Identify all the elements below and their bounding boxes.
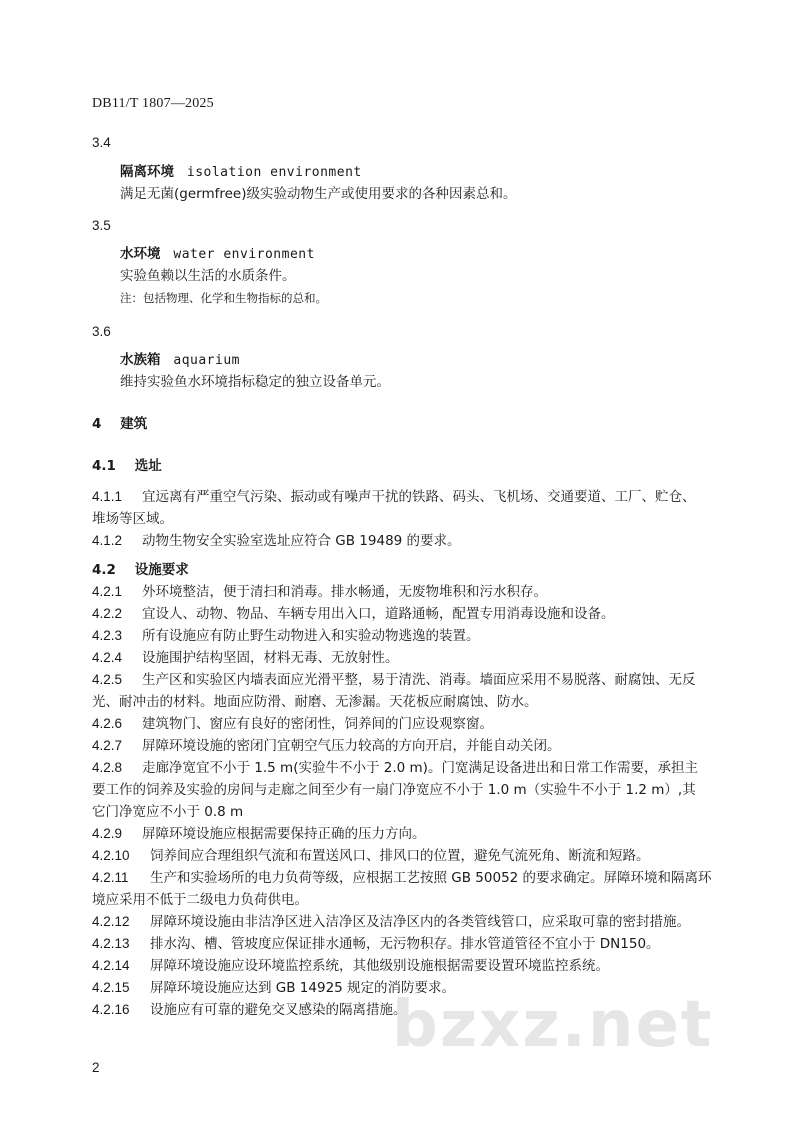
clause-number: 4.2.3 — [92, 628, 123, 643]
term-heading — [120, 350, 240, 371]
clause-number: 4.2.7 — [92, 738, 123, 753]
term-number: 3.4 — [92, 135, 111, 150]
subsection-title: 选址 — [134, 458, 162, 474]
term-definition: 满足无菌(germfree)级实验动物生产或使用要求的各种因素总和。 — [120, 186, 517, 202]
clause — [92, 933, 660, 955]
page-number: 2 — [92, 1060, 100, 1075]
section-title: 建筑 — [120, 416, 148, 432]
clause-number: 4.2.8 — [92, 760, 123, 775]
clause-continuation: 它门净宽应不小于 0.8 m — [92, 804, 244, 820]
clause-number: 4.2.14 — [92, 958, 130, 973]
clause-continuation: 要工作的饲养及实验的房间与走廊之间至少有一扇门净宽应不小于 1.0 m（实验牛不小于 1.2 m）,其 — [92, 782, 696, 798]
clause — [92, 647, 399, 669]
clause — [92, 999, 407, 1021]
clause-text: 动物生物安全实验室选址应符合 GB 19489 的要求。 — [142, 533, 461, 549]
clause — [92, 486, 696, 508]
clause-text: 生产区和实验区内墙表面应光滑平整，易于清洗、消毒。墙面应采用不易脱落、耐腐蚀、无反 — [142, 672, 696, 688]
clause-text: 排水沟、槽、管坡度应保证排水通畅，无污物积存。排水管道管径不宜小于 DN150。 — [150, 936, 660, 952]
clause-number: 4.2.5 — [92, 672, 123, 687]
clause-text: 屏障环境设施应根据需要保持正确的压力方向。 — [142, 826, 426, 842]
term-definition: 维持实验鱼水环境指标稳定的独立设备单元。 — [120, 374, 390, 390]
term-number: 3.6 — [92, 324, 111, 339]
subsection-title: 设施要求 — [134, 562, 189, 578]
clause-continuation: 光、耐冲击的材料。地面应防滑、耐磨、无渗漏。天花板应耐腐蚀、防水。 — [92, 694, 538, 710]
term-definition: 实验鱼赖以生活的水质条件。 — [120, 268, 296, 284]
clause — [92, 713, 493, 735]
clause — [92, 823, 426, 845]
clause-text: 设施应有可靠的避免交叉感染的隔离措施。 — [150, 1002, 407, 1018]
clause-number: 4.1.2 — [92, 533, 123, 548]
term-note: 注：包括物理、化学和生物指标的总和。 — [120, 291, 327, 305]
term-heading — [120, 162, 362, 183]
clause-number: 4.2.13 — [92, 936, 130, 951]
clause-number: 4.2.15 — [92, 980, 130, 995]
clause-text: 屏障环境设施应设环境监控系统，其他级别设施根据需要设置环境监控系统。 — [150, 958, 609, 974]
section-heading — [92, 414, 147, 434]
term-en: water environment — [173, 247, 315, 262]
clause-number: 4.1.1 — [92, 489, 123, 504]
clause-text: 走廊净宽宜不小于 1.5 m(实验牛不小于 2.0 m)。门宽满足设备进出和日常工作需要，承担主 — [142, 760, 698, 776]
clause — [92, 845, 650, 867]
subsection-heading — [92, 456, 162, 476]
clause-text: 设施围护结构坚固，材料无毒、无放射性。 — [142, 650, 399, 666]
clause-continuation: 堆场等区域。 — [92, 511, 173, 527]
clause-number: 4.2.1 — [92, 584, 123, 599]
term-zh: 水族箱 — [120, 352, 161, 368]
term-zh: 水环境 — [120, 246, 161, 262]
clause-text: 所有设施应有防止野生动物进入和实验动物逃逸的装置。 — [142, 628, 480, 644]
clause-number: 4.2.12 — [92, 914, 130, 929]
term-en: isolation environment — [186, 165, 362, 180]
clause-text: 屏障环境设施应达到 GB 14925 规定的消防要求。 — [150, 980, 456, 996]
clause-number: 4.2.10 — [92, 848, 130, 863]
clause-text: 建筑物门、窗应有良好的密闭性，饲养间的门应设观察窗。 — [142, 716, 493, 732]
clause — [92, 955, 609, 977]
clause — [92, 757, 698, 779]
term-heading — [120, 244, 315, 265]
clause-number: 4.2.11 — [92, 870, 129, 885]
term-en: aquarium — [173, 353, 240, 368]
clause-text: 宜远离有严重空气污染、振动或有噪声干扰的铁路、码头、飞机场、交通要道、工厂、贮仓、 — [142, 489, 696, 505]
subsection-number: 4.1 — [92, 458, 116, 474]
clause-number: 4.2.4 — [92, 650, 123, 665]
clause-number: 4.2.6 — [92, 716, 123, 731]
clause-number: 4.2.16 — [92, 1002, 130, 1017]
clause-text: 屏障环境设施的密闭门宜朝空气压力较高的方向开启，并能自动关闭。 — [142, 738, 561, 754]
clause-text: 饲养间应合理组织气流和布置送风口、排风口的位置，避免气流死角、断流和短路。 — [150, 848, 650, 864]
clause — [92, 669, 696, 691]
clause-continuation: 境应采用不低于二级电力负荷供电。 — [92, 892, 308, 908]
clause — [92, 581, 547, 603]
subsection-number: 4.2 — [92, 562, 116, 578]
watermark: bzxz.net — [392, 988, 714, 1062]
clause — [92, 603, 615, 625]
clause-text: 外环境整洁，便于清扫和消毒。排水畅通，无废物堆积和污水积存。 — [142, 584, 547, 600]
clause — [92, 735, 561, 757]
clause-number: 4.2.9 — [92, 826, 123, 841]
clause — [92, 530, 461, 552]
clause-text: 生产和实验场所的电力负荷等级，应根据工艺按照 GB 50052 的要求确定。屏障环境和隔离环 — [150, 870, 712, 886]
term-number: 3.5 — [92, 218, 111, 233]
subsection-heading — [92, 560, 189, 580]
document-code: DB11/T 1807—2025 — [92, 96, 214, 111]
clause — [92, 911, 690, 933]
clause-text: 屏障环境设施由非洁净区进入洁净区及洁净区内的各类管线管口，应采取可靠的密封措施。 — [150, 914, 690, 930]
clause — [92, 867, 712, 889]
clause-text: 宜设人、动物、物品、车辆专用出入口，道路通畅，配置专用消毒设施和设备。 — [142, 606, 615, 622]
section-number: 4 — [92, 416, 102, 432]
clause-number: 4.2.2 — [92, 606, 123, 621]
term-zh: 隔离环境 — [120, 164, 174, 180]
clause — [92, 625, 480, 647]
